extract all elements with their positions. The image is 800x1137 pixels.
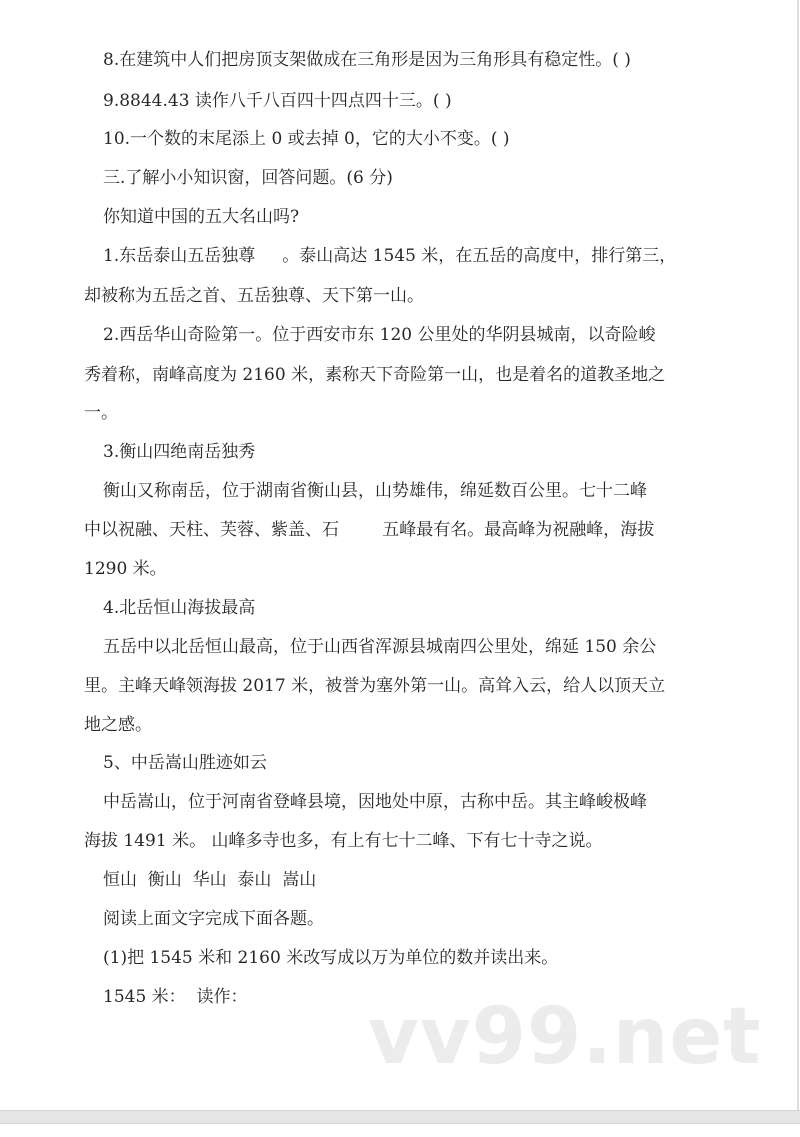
text-line: 8.在建筑中人们把房顶支架做成在三角形是因为三角形具有稳定性。( ) — [103, 50, 631, 70]
text-line: 秀着称，南峰高度为 2160 米，素称天下奇险第一山，也是着名的道教圣地之 — [84, 365, 666, 385]
text-line: 4.北岳恒山海拔最高 — [103, 598, 256, 618]
text-line: (1)把 1545 米和 2160 米改写成以万为单位的数并读出来。 — [103, 948, 559, 968]
text-line: 恒山 衡山 华山 泰山 嵩山 — [103, 870, 317, 890]
text-line: 5、中岳嵩山胜迹如云 — [103, 753, 267, 773]
text-line: 你知道中国的五大名山吗? — [103, 207, 300, 227]
text-line: 1290 米。 — [84, 559, 167, 579]
text-line: 1.东岳泰山五岳独尊 。泰山高达 1545 米，在五岳的高度中，排行第三， — [103, 246, 677, 266]
text-line: 中以祝融、天柱、芙蓉、紫盖、石 五峰最有名。最高峰为祝融峰，海拔 — [84, 520, 655, 540]
text-line: 衡山又称南岳，位于湖南省衡山县，山势雄伟，绵延数百公里。七十二峰 — [103, 481, 647, 501]
text-line: 2.西岳华山奇险第一。位于西安市东 120 公里处的华阴县城南，以奇险峻 — [103, 325, 656, 345]
text-line: 1545 米： 读作： — [103, 987, 248, 1007]
text-line: 一。 — [84, 403, 118, 423]
watermark: vv99.net — [368, 992, 762, 1082]
text-line: 海拔 1491 米。 山峰多寺也多，有上有七十二峰、下有七十寺之说。 — [84, 831, 603, 851]
text-line: 五岳中以北岳恒山最高，位于山西省浑源县城南四公里处，绵延 150 余公 — [103, 637, 657, 657]
text-line: 里。主峰天峰领海拔 2017 米，被誉为塞外第一山。高耸入云，给人以顶天立 — [84, 676, 666, 696]
horizontal-scrollbar[interactable] — [0, 1110, 800, 1124]
text-line: 3.衡山四绝南岳独秀 — [103, 442, 256, 462]
text-line: 中岳嵩山，位于河南省登峰县境，因地处中原，古称中岳。其主峰峻极峰 — [103, 792, 647, 812]
text-line: 三.了解小小知识窗，回答问题。(6 分) — [103, 168, 393, 188]
text-line: 阅读上面文字完成下面各题。 — [103, 909, 324, 929]
text-line: 却被称为五岳之首、五岳独尊、天下第一山。 — [84, 286, 424, 306]
text-line: 10.一个数的末尾添上 0 或去掉 0，它的大小不变。( ) — [103, 129, 510, 149]
text-line: 9.8844.43 读作八千八百四十四点四十三。( ) — [103, 91, 452, 111]
text-line: 地之感。 — [84, 715, 152, 735]
